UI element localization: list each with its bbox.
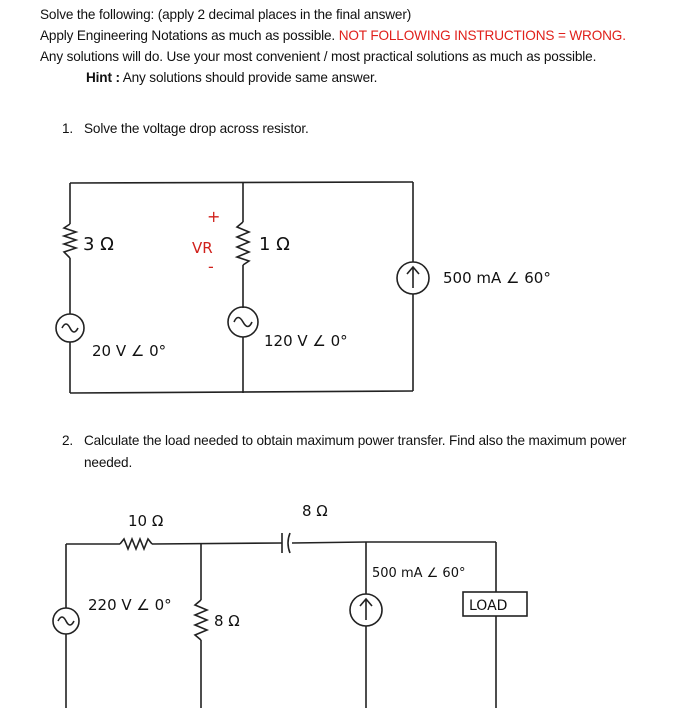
- q2-number: 2.: [62, 433, 74, 448]
- source-right-label: 500 mA ∠ 60°: [443, 269, 551, 287]
- resistor-left-symbol: [64, 224, 76, 258]
- source-right-2-label: 500 mA ∠ 60°: [372, 566, 466, 581]
- load-label: LOAD: [469, 598, 508, 614]
- vr-label: VR: [192, 239, 213, 257]
- hint-text: Any solutions should provide same answer.: [119, 70, 378, 85]
- resistor-mid-symbol: [237, 222, 249, 265]
- q2-text-line-1: Calculate the load needed to obtain maximum power transfer. Find also the maximum power: [84, 433, 627, 448]
- ac-source-left-icon: [56, 314, 84, 342]
- q1-text: Solve the voltage drop across resistor.: [84, 121, 309, 136]
- r-mid-label: 1 Ω: [259, 234, 290, 255]
- r-top-label: 10 Ω: [128, 512, 164, 530]
- vr-plus: +: [207, 207, 221, 226]
- q1-number: 1.: [62, 121, 74, 136]
- source-left-label: 20 V ∠ 0°: [92, 342, 167, 360]
- warning-text: NOT FOLLOWING INSTRUCTIONS = WRONG.: [338, 28, 626, 43]
- instruction-line-3: Any solutions will do. Use your most convenient / most practical solutions as much as possible.: [40, 49, 597, 64]
- q2-text-line-2: needed.: [84, 455, 133, 470]
- ac-source-mid-icon: [228, 307, 258, 337]
- circuit-1-wires: [70, 182, 413, 393]
- r-left-label: 3 Ω: [83, 234, 114, 255]
- r-shunt-label: 8 Ω: [214, 612, 240, 630]
- instruction-line-2-text: Apply Engineering Notations as much as possible.: [40, 28, 339, 43]
- source-2-label: 220 V ∠ 0°: [88, 596, 172, 614]
- current-source-right-icon: [397, 262, 429, 294]
- cap-label: 8 Ω: [302, 502, 328, 520]
- instruction-line-1: Solve the following: (apply 2 decimal places in the final answer): [40, 7, 412, 22]
- source-mid-label: 120 V ∠ 0°: [264, 332, 348, 350]
- vr-minus: -: [208, 257, 214, 276]
- hint-label: Hint :: [86, 70, 120, 85]
